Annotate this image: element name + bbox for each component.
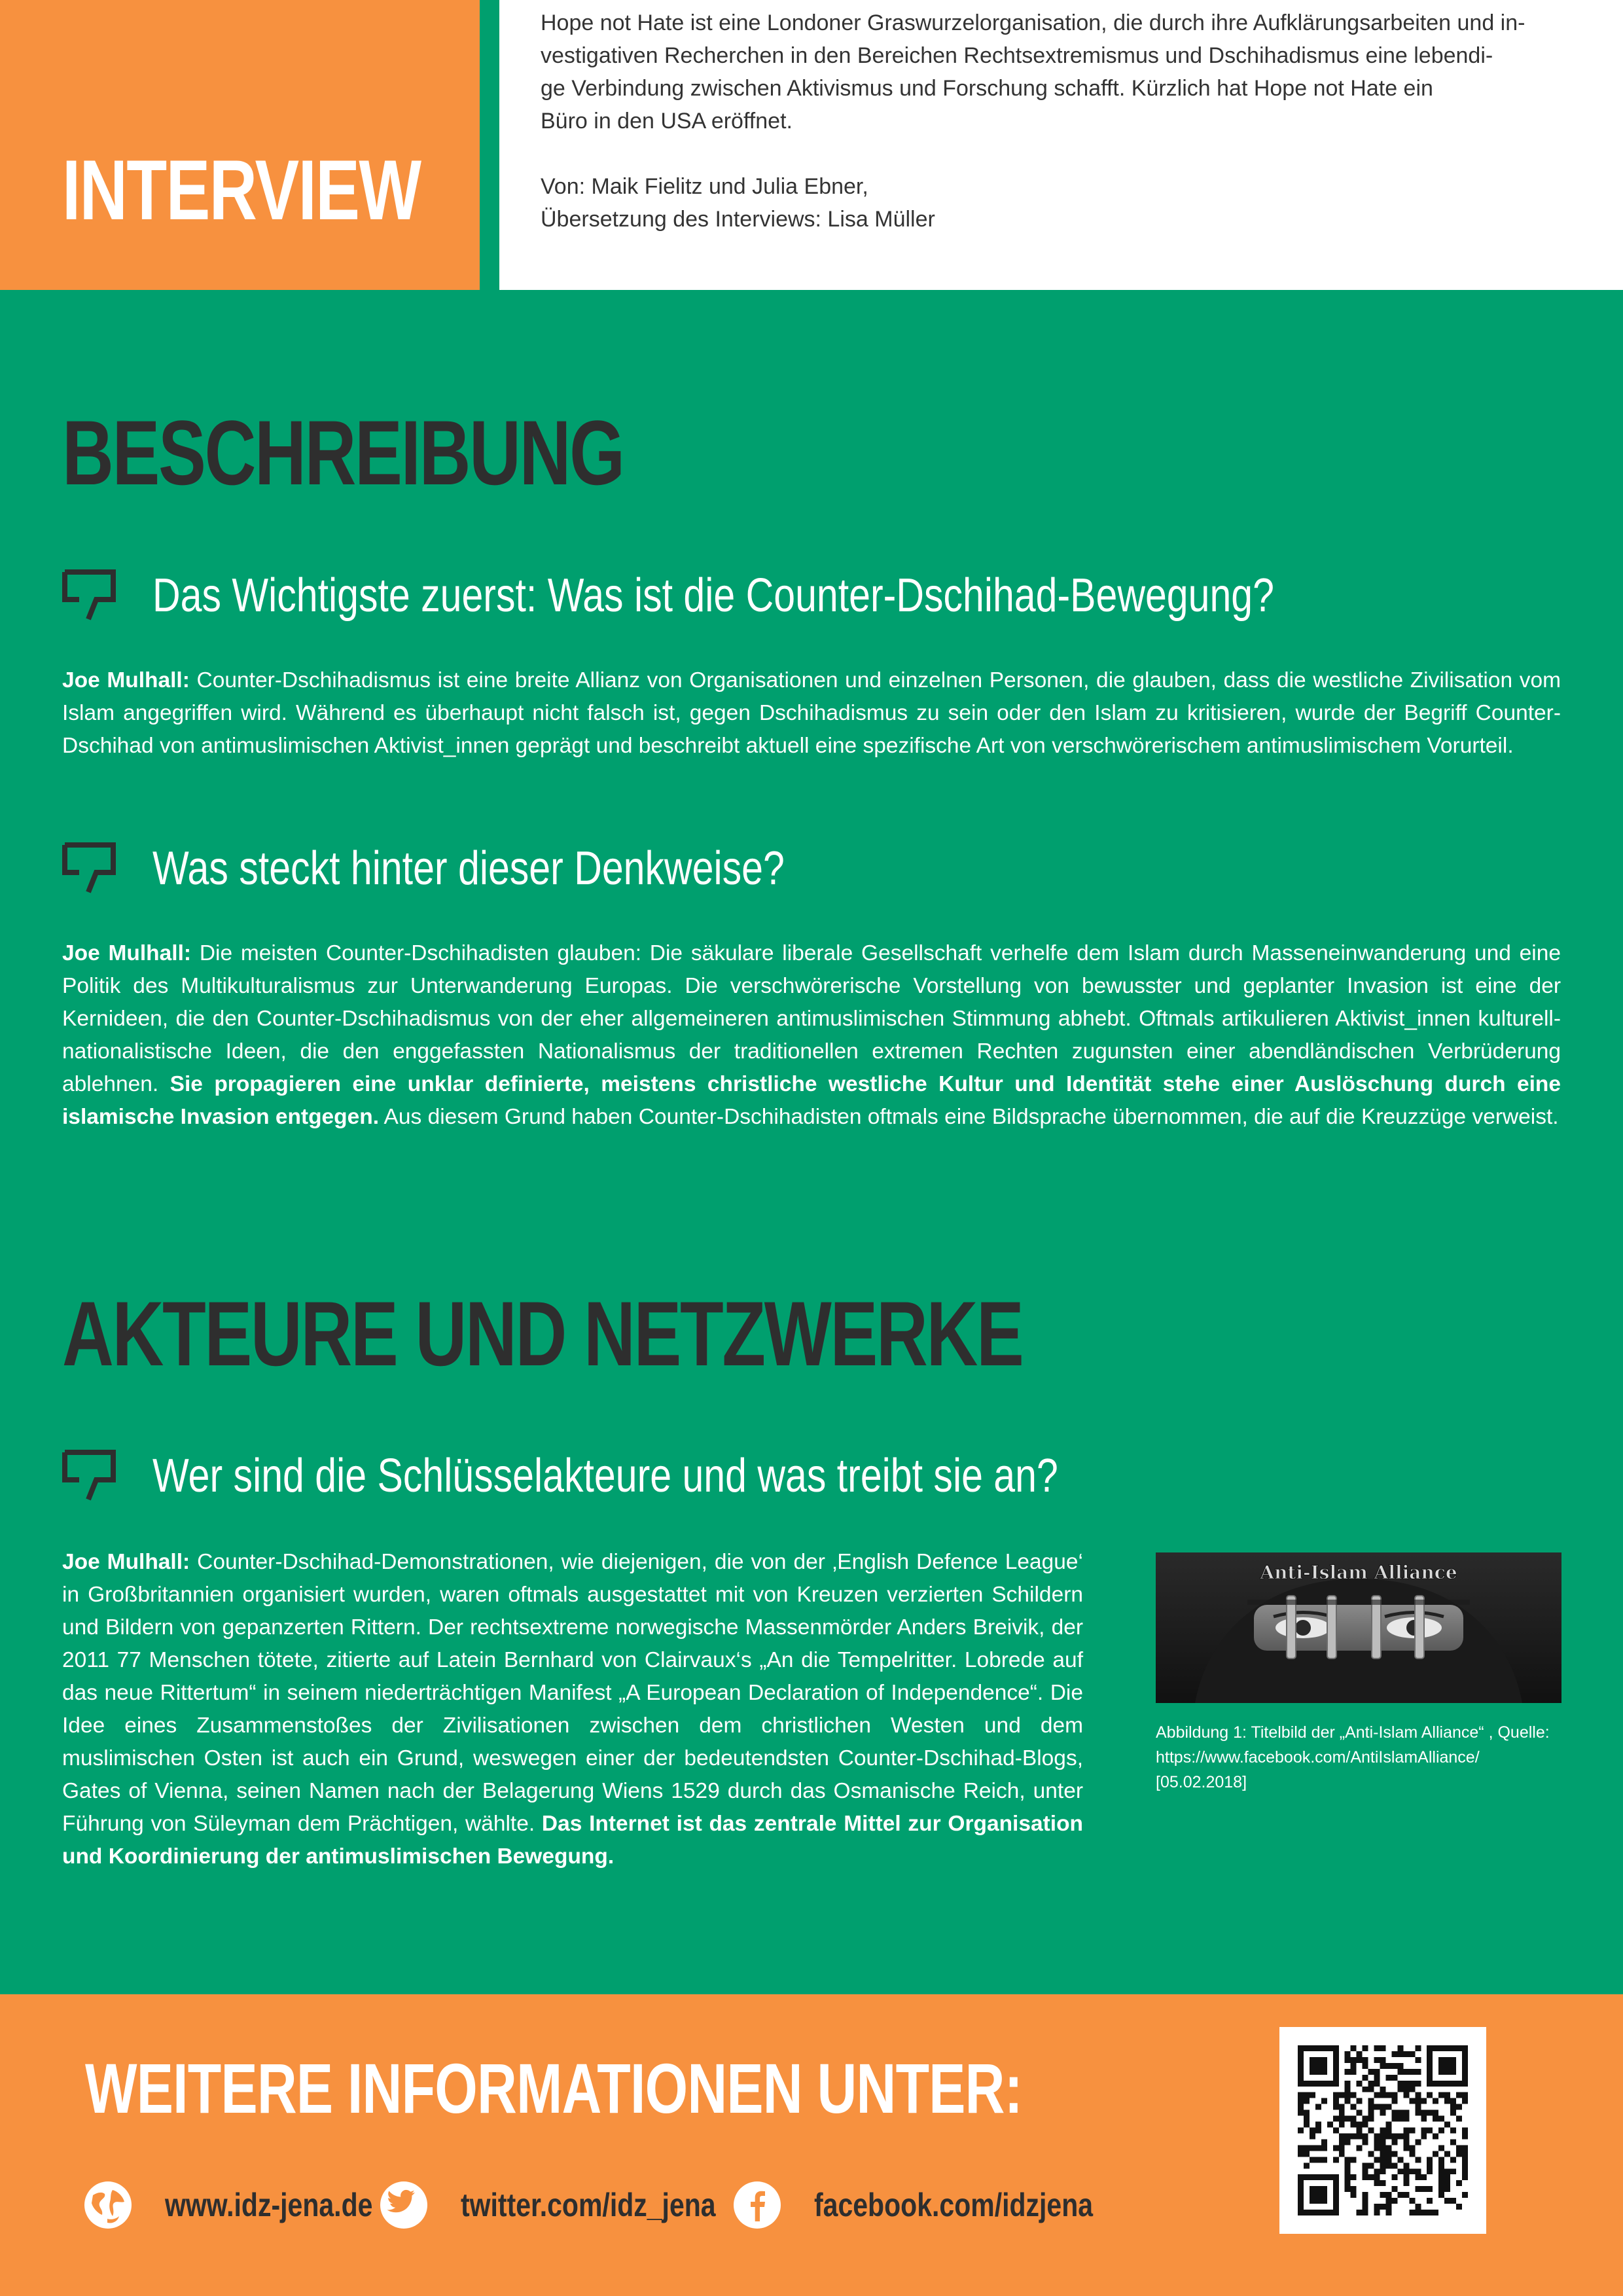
interview-label-box xyxy=(0,0,480,290)
footer-link-twitter[interactable] xyxy=(380,2179,772,2231)
speaker-label: Joe Mulhall: xyxy=(62,668,190,692)
niqab-bars-illustration xyxy=(1156,1552,1561,1703)
twitter-icon xyxy=(380,2181,428,2229)
answer-text: Counter-Dschihad-Demonstrationen, wie diejenigen, die von der ‚English Defence League‘ in Großbritannien organisiert wurden, waren oftmals ausgestattet mit von Kreuzen verzierten Schildern und Bildern von gepanzerten Rittern. Der rechtsextreme norwegische Massenmörder Anders Breivik, der 2011 77 Menschen tötete, zitierte auf Latein Bernhard von Clairvaux‘s „An die Tempelritter. Lobrede auf das neue Rittertum“ in seinem niederträchtigen Manifest „A European Declaration of Independence“. Die Idee eines Zusammenstoßes der Zivilisationen zwischen dem christlichen Westen und dem muslimischen Osten ist auch ein Grund, weswegen einer der bedeutendsten Counter-Dschihad-Blogs, Gates of Vienna, seinen Namen nach der Belagerung Wiens 1529 durch das Osmanische Reich, unter Führung von Süleyman dem Prächtigen, wählte. xyxy=(62,1550,1083,1836)
intro-line: ge Verbindung zwischen Aktivismus und Forschung schafft. Kürzlich hat Hope not Hate ein xyxy=(541,76,1433,101)
qr-code[interactable] xyxy=(1279,2027,1486,2234)
interview-label: INTERVIEW xyxy=(62,142,421,238)
figure-image xyxy=(1156,1552,1561,1703)
answer-1 xyxy=(62,664,1561,762)
facebook-link[interactable]: facebook.com/idzjena xyxy=(814,2187,1094,2223)
speaker-label: Joe Mulhall: xyxy=(62,1550,190,1574)
question-1 xyxy=(62,569,1520,622)
answer-text: Aus diesem Grund haben Counter-Dschihadisten oftmals eine Bildsprache übernommen, die auf die Kreuzzüge verweist. xyxy=(383,1105,1559,1129)
website-link[interactable]: www.idz-jena.de xyxy=(165,2187,373,2223)
figure-caption: Abbildung 1: Titelbild der „Anti-Islam Alliance“ , Quelle: https://www.facebook.com/AntiIslamAlliance/ [05.02.2018] xyxy=(1156,1723,1550,1791)
translation-line: Übersetzung des Interviews: Lisa Müller xyxy=(541,207,935,232)
footer-link-facebook[interactable] xyxy=(733,2179,1154,2231)
section-heading-akteure: AKTEURE UND NETZWERKE xyxy=(62,1282,1023,1385)
speaker-label: Joe Mulhall: xyxy=(62,941,192,965)
question-text: Wer sind die Schlüsselakteure und was treibt sie an? xyxy=(152,1450,1058,1502)
answer-emphasis: Sie propagieren eine unklar definierte, meistens christliche westliche Kultur und Identität stehe einer Auslöschung durch eine islamische Invasion entgegen. xyxy=(62,1072,1561,1129)
answer-emphasis: Das Internet ist das zentrale Mittel zur Organisation und Koordinierung der antimuslimischen Bewegung. xyxy=(62,1812,1084,1869)
question-text: Was steckt hinter dieser Denkweise? xyxy=(152,842,785,895)
qr-code-pattern xyxy=(1298,2045,1468,2215)
globe-icon xyxy=(84,2181,132,2229)
answer-text: Die meisten Counter-Dschihadisten glauben: Die säkulare liberale Gesellschaft verhelfe dem Islam durch Masseneinwanderung und eine Politik des Multikulturalismus zur Unterwanderung Europas. Die verschwörerische Vorstellung von bewusster und geplanter Invasion ist eine der Kernideen, die den Counter-Dschihadismus von der eher allgemeineren antimuslimischen Stimmung abhebt. Oftmals artikulieren Aktivist_innen kulturell-nationalistische Ideen, die den enggefassten Nationalismus der traditionellen extremen Rechten zugunsten einer abendländischen Verbrüderung ablehnen. xyxy=(62,941,1561,1096)
section-heading-beschreibung: BESCHREIBUNG xyxy=(62,401,624,504)
answer-2 xyxy=(62,937,1561,1134)
footer-title: WEITERE INFORMATIONEN UNTER: xyxy=(85,2049,1023,2128)
answer-text: Counter-Dschihadismus ist eine breite Allianz von Organisationen und einzelnen Personen, die glauben, dass die westliche Zivilisation vom Islam angegriffen wird. Während es überhaupt nicht falsch ist, gegen Dschihadismus zu sein oder den Islam zu kritisieren, wurde der Begriff Counter-Dschihad von antimuslimischen Aktivist_innen geprägt und beschreibt aktuell eine spezifische Art von verschwörerischem antimuslimischem Vorurteil. xyxy=(62,668,1561,758)
intro-line: vestigativen Recherchen in den Bereichen Rechtsextremismus und Dschihadismus eine lebendi- xyxy=(541,43,1493,68)
answer-3 xyxy=(62,1546,1083,1873)
speech-bubble-icon xyxy=(62,569,116,622)
speech-bubble-icon xyxy=(62,842,116,895)
intro-text xyxy=(541,7,1575,236)
divider xyxy=(480,0,499,290)
authors-line: Von: Maik Fielitz und Julia Ebner, xyxy=(541,174,868,199)
twitter-link[interactable]: twitter.com/idz_jena xyxy=(461,2187,716,2223)
intro-line: Hope not Hate ist eine Londoner Graswurzelorganisation, die durch ihre Aufklärungsarbeiten und in- xyxy=(541,10,1525,35)
speech-bubble-icon xyxy=(62,1450,116,1502)
question-3 xyxy=(62,1450,1257,1502)
question-text: Das Wichtigste zuerst: Was ist die Counter-Dschihad-Bewegung? xyxy=(152,569,1274,622)
intro-line: Büro in den USA eröffnet. xyxy=(541,109,793,134)
figure-image-text: Anti-Islam Alliance xyxy=(1260,1562,1457,1583)
facebook-icon xyxy=(733,2181,781,2229)
footer-link-website[interactable] xyxy=(84,2179,418,2231)
question-2 xyxy=(62,842,923,895)
